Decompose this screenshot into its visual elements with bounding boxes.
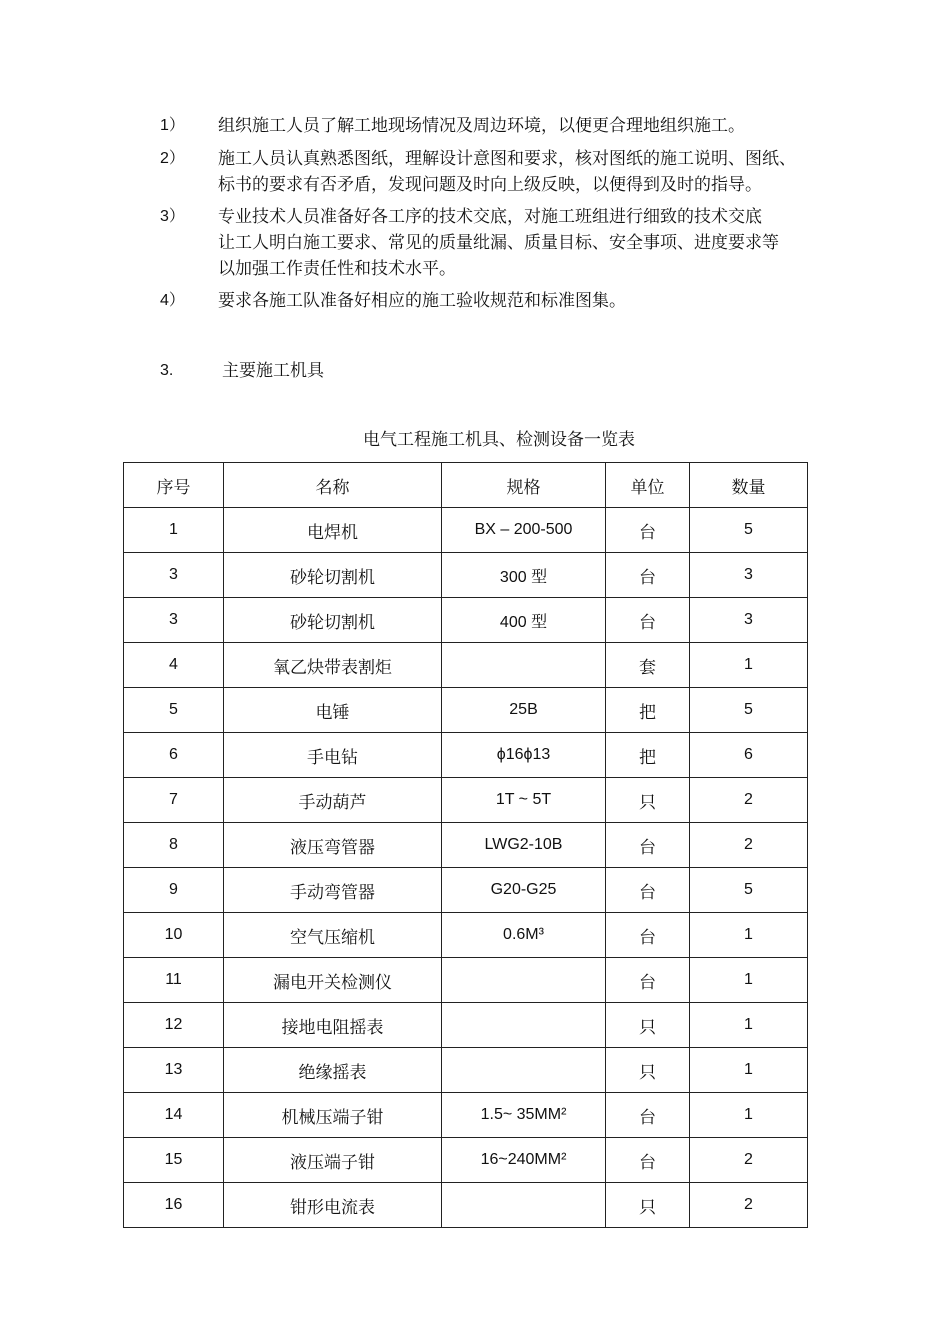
table-row — [124, 913, 808, 958]
table-row — [124, 733, 808, 778]
table-row — [124, 823, 808, 868]
cell-name: 手电钻 — [224, 733, 442, 778]
table-row — [124, 688, 808, 733]
section-title: 主要施工机具 — [222, 361, 324, 381]
cell-index: 16 — [124, 1183, 224, 1228]
cell-index: 6 — [124, 733, 224, 778]
list-item-text: 组织施工人员了解工地现场情况及周边环境，以便更合理地组织施工。 — [218, 116, 745, 136]
cell-name: 接地电阻摇表 — [224, 1003, 442, 1048]
cell-spec — [442, 1048, 606, 1093]
cell-index: 9 — [124, 868, 224, 913]
list-item-text: 专业技术人员准备好各工序的技术交底，对施工班组进行细致的技术交底 让工人明白施工要求、常见的质量纰漏、质量目标、安全事项、进度要求等 以加强工作责任性和技术水平。 — [218, 207, 779, 279]
equipment-table — [123, 462, 808, 1228]
cell-name: 空气压缩机 — [224, 913, 442, 958]
cell-quantity: 3 — [690, 598, 808, 643]
list-item-number: 1） — [160, 117, 185, 134]
cell-index: 7 — [124, 778, 224, 823]
table-row — [124, 553, 808, 598]
cell-quantity: 2 — [690, 1183, 808, 1228]
table-body — [124, 508, 808, 1228]
cell-unit: 把 — [606, 688, 690, 733]
cell-unit: 套 — [606, 643, 690, 688]
table-row — [124, 868, 808, 913]
table-row — [124, 643, 808, 688]
table-row — [124, 508, 808, 553]
cell-quantity: 2 — [690, 1138, 808, 1183]
cell-quantity: 1 — [690, 1003, 808, 1048]
cell-index: 3 — [124, 598, 224, 643]
cell-index: 1 — [124, 508, 224, 553]
cell-name: 液压弯管器 — [224, 823, 442, 868]
table-row — [124, 1048, 808, 1093]
cell-quantity: 5 — [690, 508, 808, 553]
cell-spec — [442, 958, 606, 1003]
list-item-number: 4） — [160, 292, 185, 309]
cell-name: 漏电开关检测仪 — [224, 958, 442, 1003]
table-row — [124, 1138, 808, 1183]
cell-spec: ϕ16ϕ13 — [442, 733, 606, 778]
cell-unit: 台 — [606, 1138, 690, 1183]
cell-spec: BX – 200-500 — [442, 508, 606, 553]
table-row — [124, 598, 808, 643]
cell-spec: 16~240MM² — [442, 1138, 606, 1183]
cell-unit: 台 — [606, 598, 690, 643]
cell-quantity: 1 — [690, 643, 808, 688]
cell-name: 电锤 — [224, 688, 442, 733]
cell-quantity: 6 — [690, 733, 808, 778]
cell-name: 机械压端子钳 — [224, 1093, 442, 1138]
cell-unit: 台 — [606, 868, 690, 913]
cell-name: 砂轮切割机 — [224, 598, 442, 643]
cell-spec: 1T ~ 5T — [442, 778, 606, 823]
cell-name: 绝缘摇表 — [224, 1048, 442, 1093]
table-row — [124, 1003, 808, 1048]
cell-index: 11 — [124, 958, 224, 1003]
cell-index: 15 — [124, 1138, 224, 1183]
cell-unit: 只 — [606, 1048, 690, 1093]
cell-quantity: 1 — [690, 1048, 808, 1093]
cell-unit: 把 — [606, 733, 690, 778]
cell-spec: 25B — [442, 688, 606, 733]
cell-spec: 300 型 — [442, 553, 606, 598]
cell-spec — [442, 1183, 606, 1228]
cell-index: 14 — [124, 1093, 224, 1138]
cell-name: 手动葫芦 — [224, 778, 442, 823]
cell-quantity: 1 — [690, 1093, 808, 1138]
header-name: 名称 — [224, 463, 442, 508]
table-row — [124, 1183, 808, 1228]
cell-spec — [442, 643, 606, 688]
cell-index: 13 — [124, 1048, 224, 1093]
table-title: 电气工程施工机具、检测设备一览表 — [363, 430, 635, 450]
cell-name: 氧乙炔带表割炬 — [224, 643, 442, 688]
cell-name: 手动弯管器 — [224, 868, 442, 913]
cell-index: 8 — [124, 823, 224, 868]
cell-name: 电焊机 — [224, 508, 442, 553]
cell-name: 砂轮切割机 — [224, 553, 442, 598]
header-index: 序号 — [124, 463, 224, 508]
list-item-number: 3） — [160, 208, 185, 225]
cell-spec: 1.5~ 35MM² — [442, 1093, 606, 1138]
cell-unit: 只 — [606, 1183, 690, 1228]
cell-unit: 台 — [606, 913, 690, 958]
cell-unit: 台 — [606, 553, 690, 598]
cell-quantity: 5 — [690, 868, 808, 913]
cell-name: 液压端子钳 — [224, 1138, 442, 1183]
cell-index: 3 — [124, 553, 224, 598]
cell-index: 12 — [124, 1003, 224, 1048]
cell-index: 5 — [124, 688, 224, 733]
cell-unit: 台 — [606, 823, 690, 868]
header-unit: 单位 — [606, 463, 690, 508]
cell-unit: 台 — [606, 958, 690, 1003]
cell-spec: 400 型 — [442, 598, 606, 643]
cell-quantity: 2 — [690, 778, 808, 823]
section-number: 3. — [160, 362, 174, 379]
cell-quantity: 1 — [690, 958, 808, 1003]
cell-quantity: 2 — [690, 823, 808, 868]
header-spec: 规格 — [442, 463, 606, 508]
cell-index: 4 — [124, 643, 224, 688]
cell-unit: 只 — [606, 778, 690, 823]
list-item-text: 要求各施工队准备好相应的施工验收规范和标准图集。 — [218, 291, 626, 311]
table-row — [124, 958, 808, 1003]
cell-spec: 0.6M³ — [442, 913, 606, 958]
header-quantity: 数量 — [690, 463, 808, 508]
cell-unit: 台 — [606, 508, 690, 553]
cell-spec: LWG2-10B — [442, 823, 606, 868]
cell-index: 10 — [124, 913, 224, 958]
list-item-text: 施工人员认真熟悉图纸，理解设计意图和要求，核对图纸的施工说明、图纸、 标书的要求有否矛盾，发现问题及时向上级反映，以便得到及时的指导。 — [218, 149, 796, 195]
cell-quantity: 1 — [690, 913, 808, 958]
cell-unit: 台 — [606, 1093, 690, 1138]
cell-spec — [442, 1003, 606, 1048]
cell-spec: G20-G25 — [442, 868, 606, 913]
cell-quantity: 5 — [690, 688, 808, 733]
cell-name: 钳形电流表 — [224, 1183, 442, 1228]
cell-unit: 只 — [606, 1003, 690, 1048]
cell-quantity: 3 — [690, 553, 808, 598]
table-row — [124, 778, 808, 823]
list-item-number: 2） — [160, 150, 185, 167]
table-header-row — [124, 463, 808, 508]
table-row — [124, 1093, 808, 1138]
